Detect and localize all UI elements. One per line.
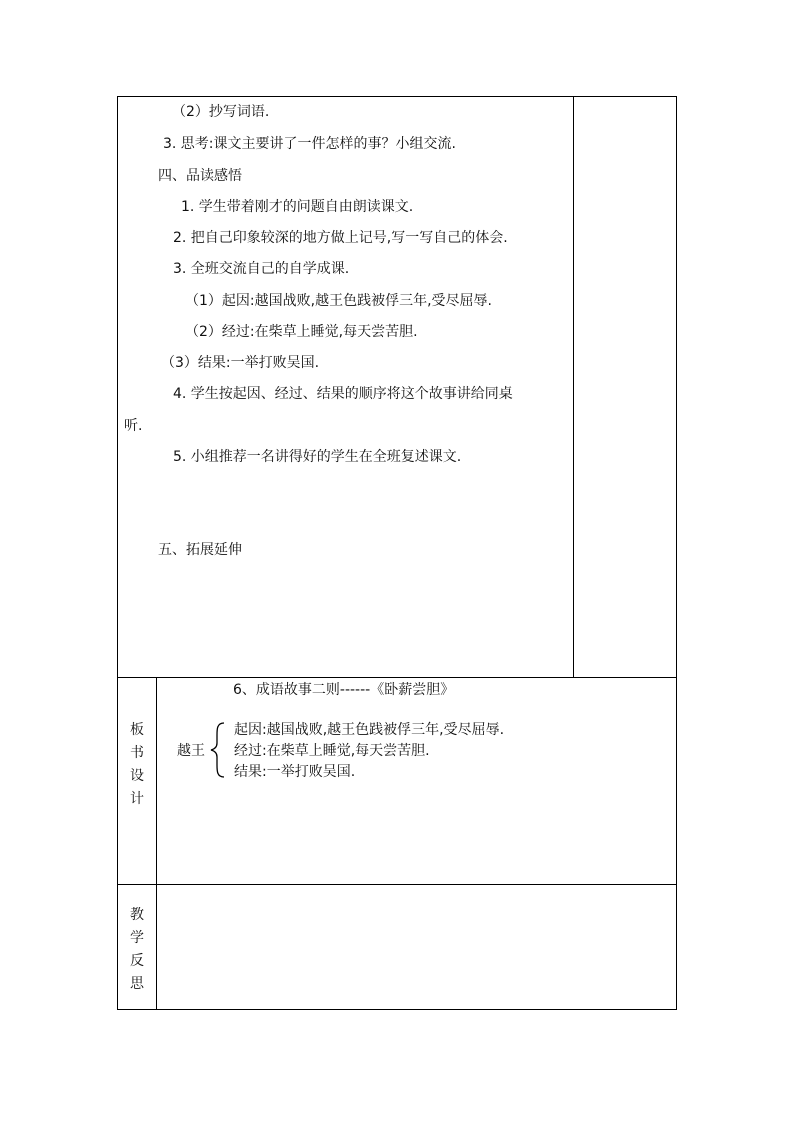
board-label-char: 设 [130,768,144,784]
reflection-label-char: 思 [130,976,144,992]
board-item: 结果:一举打败吴国. [234,764,356,780]
board-label-char: 书 [130,745,144,761]
label-column-divider [156,677,157,1010]
lesson-line: 3. 全班交流自己的自学成课. [173,261,350,277]
lesson-line: 5. 小组推荐一名讲得好的学生在全班复述课文. [173,449,462,465]
lesson-line: （1）起因:越国战败,越王色践被俘三年,受尽屈辱. [185,293,492,309]
lesson-line: （2）抄写词语. [172,104,270,120]
section-heading: 四、品读感悟 [158,168,242,184]
side-column-divider [573,96,574,677]
row-divider-2 [117,884,677,885]
board-item: 经过:在柴草上睡觉,每天尝苦胆. [234,743,430,759]
table-left-border [117,96,118,1010]
board-subject: 越王 [177,743,205,759]
lesson-line: 2. 把自己印象较深的地方做上记号,写一写自己的体会. [173,230,508,246]
curly-brace-icon [208,721,228,779]
reflection-label-char: 学 [130,930,144,946]
lesson-line: 4. 学生按起因、经过、结果的顺序将这个故事讲给同桌 [173,386,513,402]
lesson-line: 3. 思考:课文主要讲了一件怎样的事？小组交流. [163,136,456,152]
board-label-char: 计 [130,791,144,807]
section-heading: 五、拓展延伸 [158,542,242,558]
table-right-border [676,96,677,1010]
board-title: 6、成语故事二则------《卧薪尝胆》 [233,682,455,698]
lesson-line: （2）经过:在柴草上睡觉,每天尝苦胆. [185,324,418,340]
table-top-border [117,96,677,97]
lesson-line-continuation: 听. [124,418,143,434]
lesson-line: （3）结果:一举打败吴国. [161,355,320,371]
board-label-char: 板 [130,722,144,738]
reflection-label-char: 教 [130,907,144,923]
lesson-line: 1. 学生带着刚才的问题自由朗读课文. [181,199,414,215]
table-bottom-border [117,1009,677,1010]
row-divider-1 [117,677,677,678]
reflection-label-char: 反 [130,953,144,969]
board-item: 起因:越国战败,越王色践被俘三年,受尽屈辱. [234,722,505,738]
